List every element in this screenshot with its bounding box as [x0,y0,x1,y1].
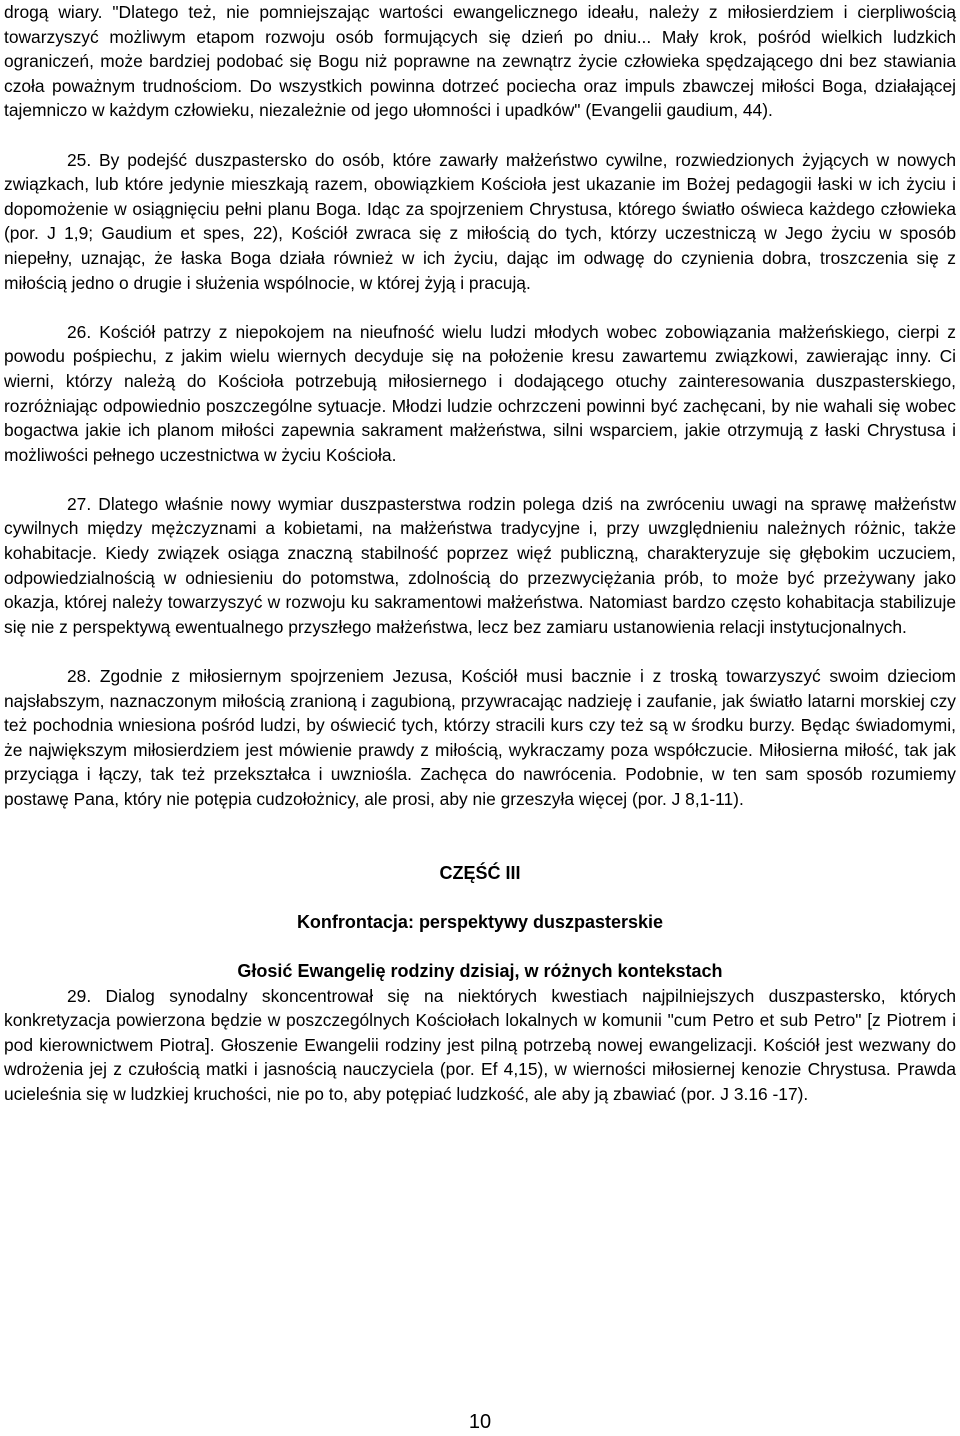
document-page [4,0,956,1107]
paragraph-27: 27. Dlatego właśnie nowy wymiar duszpasterstwa rodzin polega dziś na zwróceniu uwagi na sprawę małżeństw cywilnych między mężczyznami a kobietami, na małżeństwa tradycyjne i, przy uwzględnieniu należnych różnic, także kohabitacje. Kiedy związek osiąga znaczną stabilność poprzez więź publiczną, charakteryzuje się głębokim uczuciem, odpowiedzialnością w odniesieniu do potomstwa, zdolnością do przezwyciężania prób, to może być przeżywany jako okazja, której należy towarzyszyć w rozwoju ku sakramentowi małżeństwa. Natomiast bardzo często kohabitacja stabilizuje się nie z perspektywą ewentualnego przyszłego małżeństwa, lecz bez zamiaru ustanowienia relacji instytucjonalnych. [4,493,956,637]
section-title: Głosić Ewangelię rodziny dzisiaj, w różnych kontekstach [237,960,723,981]
paragraph-intro: drogą wiary. "Dlatego też, nie pomniejszając wartości ewangelicznego ideału, należy z miłosierdziem i cierpliwością towarzyszyć możliwym etapom rozwoju osób formujących się dzień po dniu... Mały krok, pośród wielkich ludzkich ograniczeń, może bardziej podobać się Bogu niż poprawne na zewnątrz życie człowieka spędzającego dni bez stawiania czoła poważnym trudnościom. Do wszystkich powinna dotrzeć pociecha oraz impuls zbawczej miłości Boga, działającej tajemniczo w każdym człowieku, niezależnie od jego ułomności i upadków" (Evangelii gaudium, 44). [4,2,956,121]
paragraph-25: 25. By podejść duszpastersko do osób, które zawarły małżeństwo cywilne, rozwiedzionych żyjących w nowych związkach, lub które jedynie mieszkają razem, obowiązkiem Kościoła jest ukazanie im Bożej pedagogii łaski w ich życiu i dopomożenie w osiągnięciu pełni planu Boga. Idąc za spojrzeniem Chrystusa, którego światło oświeca każdego człowieka (por. J 1,9; Gaudium et spes, 22), Kościół zwraca się z miłością do tych, którzy uczestniczą w Jego życiu w sposób niepełny, uznając, że łaska Boga działa również w ich życiu, dając im odwagę do czynienia dobra, troszczenia się z miłością jedno o drugie i służenia wspólnocie, w której żyją i pracują. [4,149,956,293]
paragraph-26: 26. Kościół patrzy z niepokojem na nieufność wielu ludzi młodych wobec zobowiązania małżeńskiego, cierpi z powodu pośpiechu, z jakim wielu wiernych decyduje się na położenie kresu zawartemu związkowi, zawierając inny. Ci wierni, którzy należą do Kościoła potrzebują miłosiernego i dodającego otuchy zainteresowania duszpasterskiego, rozróżniając odpowiednio poszczególne sytuacje. Młodzi ludzie ochrzczeni powinni być zachęcani, by nie wahali się wobec bogactwa jakie ich planom miłości zapewnia sakrament małżeństwa, silni wsparciem, jakie otrzymują z łaski Chrystusa i możliwości pełnego uczestnictwa w życiu Kościoła. [4,321,956,465]
paragraph-28: 28. Zgodnie z miłosiernym spojrzeniem Jezusa, Kościół musi bacznie i z troską towarzyszyć swoim dzieciom najsłabszym, naznaczonym miłością zranioną i zagubioną, przywracając nadzieję i zaufanie, jak światło latarni morskiej czy też pochodnia wniesiona pośród ludzi, by oświecić tych, którzy stracili kurs czy też są w środku burzy. Będąc świadomymi, że największym miłosierdziem jest mówienie prawdy z miłością, wykraczamy poza współczucie. Miłosierna miłość, tak jak przyciąga i łączy, tak też przekształca i uwzniośla. Zachęca do nawrócenia. Podobnie, w ten sam sposób rozumiemy postawę Pana, który nie potępia cudzołożnicy, ale prosi, aby nie grzeszyła więcej (por. J 8,1-11). [4,666,956,809]
spacer [4,295,956,320]
part-title: Konfrontacja: perspektywy duszpasterskie [296,911,664,932]
spacer [4,123,956,148]
paragraph-29: 29. Dialog synodalny skoncentrował się na niektórych kwestiach najpilniejszych duszpastersko, których konkretyzacja powierzona będzie w poszczególnych Kościołach lokalnych w komunii "cum Petro et sub Petro" [z Piotrem i pod kierownictwem Piotra]. Głoszenie Ewangelii rodziny jest pilną potrzebą nowej ewangelizacji. Kościół jest wezwany do wdrożenia jej z czułością matki i jasnością nauczyciela (por. Ef 4,15), w wierności miłosiernej kenozie Chrystusa. Prawda ucieleśnia się w ludzkiej kruchości, nie po to, aby potępiać ludzkość, ale aby ją zbawiać (por. J 3.16 -17). [4,985,956,1104]
spacer [4,934,956,959]
page-number: 10 [468,1411,492,1433]
spacer [4,639,956,664]
spacer [4,812,956,861]
spacer [4,885,956,910]
part-heading: CZĘŚĆ III [439,862,521,883]
spacer [4,467,956,492]
